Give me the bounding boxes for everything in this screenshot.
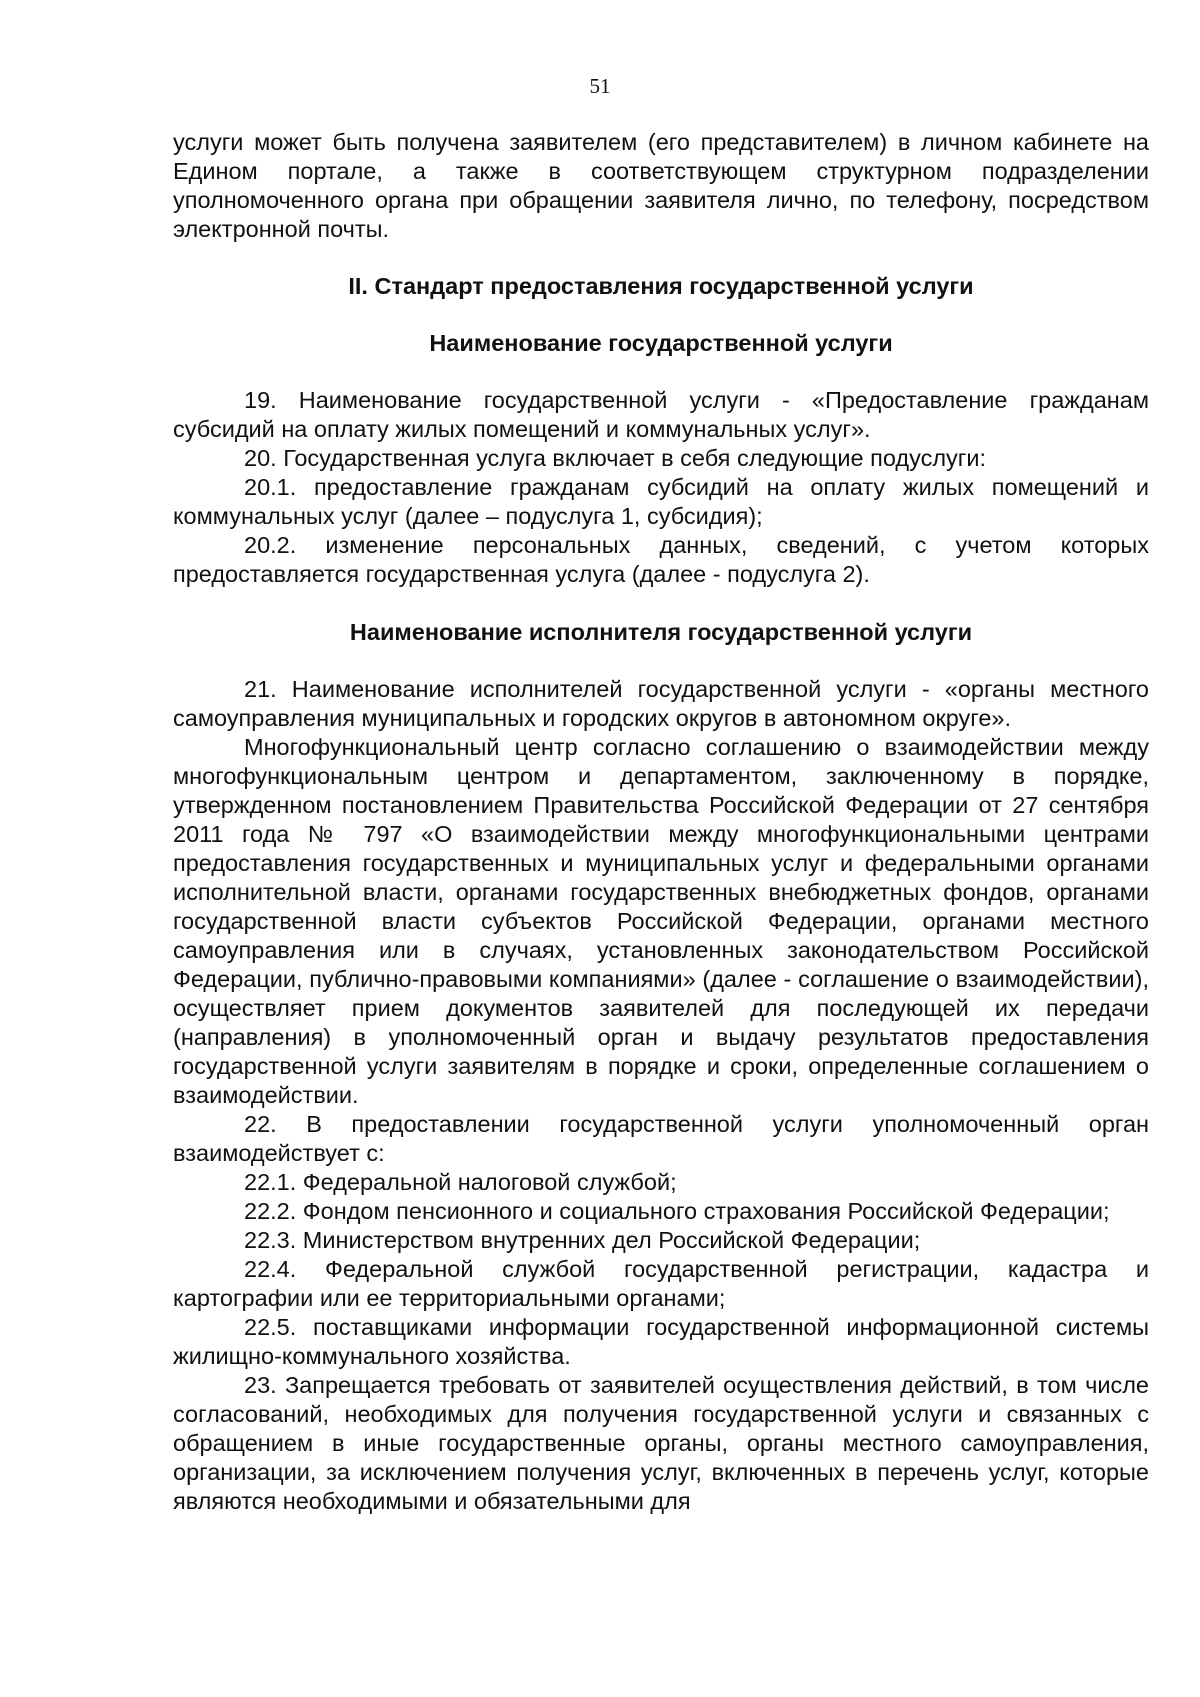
- paragraph-20: 20. Государственная услуга включает в себя следующие подуслуги:: [244, 445, 987, 471]
- paragraph-22-1: 22.1. Федеральной налоговой службой;: [244, 1169, 677, 1195]
- paragraph-22: 22. В предоставлении государственной услуги уполномоченный орган взаимодействует с:: [173, 1111, 1149, 1166]
- paragraph-20-2: 20.2. изменение персональных данных, сведений, с учетом которых предоставляется государственная услуга (далее - подуслуга 2).: [173, 532, 1149, 587]
- document-body: [173, 128, 1149, 1516]
- paragraph-mfc: Многофункциональный центр согласно соглашению о взаимодействии между многофункциональным центром и департаментом, заключенному в порядке, утвержденном постановлением Правительства Российской Федерации от 27 сентября 2011 года № 797 «О взаимодействии между многофункциональными центрами предоставления государственных и муниципальных услуг и федеральными органами исполнительной власти, органами государственных внебюджетных фондов, органами государственной власти субъектов Российской Федерации, органами местного самоуправления или в случаях, установленных законодательством Российской Федерации, публично-правовыми компаниями» (далее - соглашение о взаимодействии), осуществляет прием документов заявителей для последующей их передачи (направления) в уполномоченный орган и выдачу результатов предоставления государственной услуги заявителям в порядке и сроки, определенные соглашением о взаимодействии.: [173, 734, 1149, 1108]
- paragraph-22-5: 22.5. поставщиками информации государственной информационной системы жилищно-коммунального хозяйства.: [173, 1314, 1149, 1369]
- subsection-title-service-name: Наименование государственной услуги: [429, 330, 893, 356]
- page-number: 51: [589, 74, 611, 98]
- paragraph-20-1: 20.1. предоставление гражданам субсидий на оплату жилых помещений и коммунальных услуг (далее – подуслуга 1, субсидия);: [173, 474, 1149, 529]
- section-title: II. Стандарт предоставления государственной услуги: [348, 273, 974, 299]
- subsection-title-executor: Наименование исполнителя государственной услуги: [349, 619, 973, 645]
- paragraph-22-3: 22.3. Министерством внутренних дел Российской Федерации;: [244, 1227, 921, 1253]
- paragraph-22-4: 22.4. Федеральной службой государственной регистрации, кадастра и картографии или ее территориальными органами;: [173, 1256, 1149, 1311]
- paragraph-23: 23. Запрещается требовать от заявителей осуществления действий, в том числе согласований, необходимых для получения государственной услуги и связанных с обращением в иные государственные органы, органы местного самоуправления, организации, за исключением получения услуг, включенных в перечень услуг, которые являются необходимыми и обязательными для: [173, 1372, 1149, 1514]
- paragraph-22-2: 22.2. Фондом пенсионного и социального страхования Российской Федерации;: [244, 1198, 1110, 1224]
- intro-paragraph: услуги может быть получена заявителем (его представителем) в личном кабинете на Едином портале, а также в соответствующем структурном подразделении уполномоченного органа при обращении заявителя лично, по телефону, посредством электронной почты.: [173, 129, 1149, 242]
- paragraph-21: 21. Наименование исполнителей государственной услуги - «органы местного самоуправления муниципальных и городских округов в автономном округе».: [173, 676, 1149, 731]
- paragraph-19: 19. Наименование государственной услуги - «Предоставление гражданам субсидий на оплату жилых помещений и коммунальных услуг».: [173, 387, 1149, 442]
